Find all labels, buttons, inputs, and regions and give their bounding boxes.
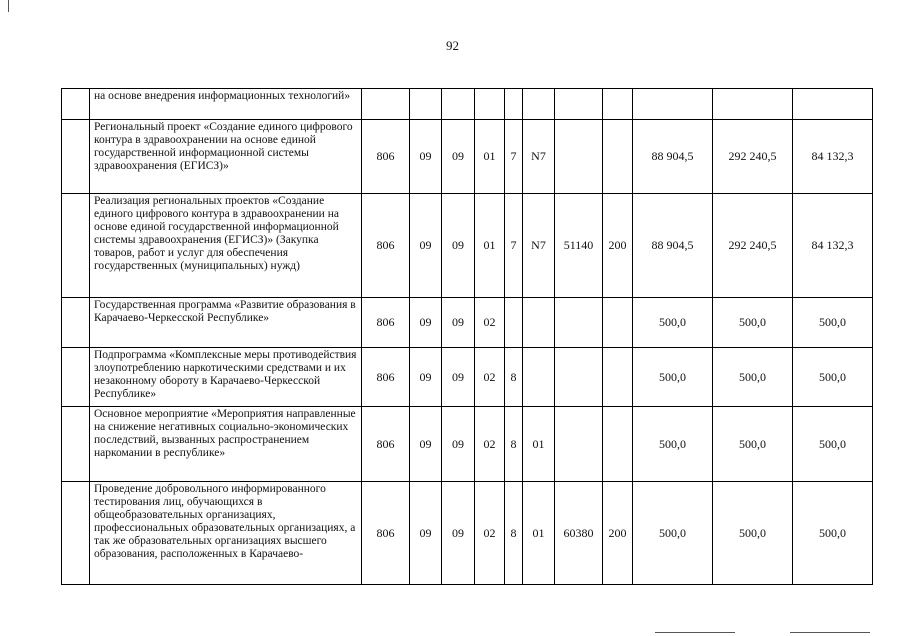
row-margin-cell bbox=[62, 298, 90, 348]
code-cell: 88 904,5 bbox=[633, 194, 713, 298]
table-row bbox=[62, 120, 873, 194]
code-cell: 500,0 bbox=[633, 348, 713, 407]
code-cell: 60380 bbox=[555, 482, 603, 585]
code-cell: 84 132,3 bbox=[793, 194, 873, 298]
code-cell bbox=[603, 120, 633, 194]
code-cell: 806 bbox=[362, 120, 410, 194]
code-cell: 09 bbox=[442, 120, 475, 194]
item-name-cell: Основное мероприятие «Мероприятия направленные на снижение негативных социально-экономических последствий, вызванных распространением наркомании в республике» bbox=[90, 407, 362, 482]
budget-table bbox=[61, 88, 873, 585]
scan-edge-mark bbox=[790, 632, 870, 633]
code-cell: 51140 bbox=[555, 194, 603, 298]
table-row bbox=[62, 482, 873, 585]
code-cell bbox=[555, 298, 603, 348]
code-cell: 01 bbox=[523, 407, 555, 482]
code-cell: 84 132,3 bbox=[793, 120, 873, 194]
code-cell: 500,0 bbox=[633, 482, 713, 585]
code-cell: 200 bbox=[603, 194, 633, 298]
code-cell: 500,0 bbox=[713, 348, 793, 407]
code-cell bbox=[603, 348, 633, 407]
item-name-cell: Реализация региональных проектов «Создание единого цифрового контура в здравоохранении на основе единой государственной информационной системы здравоохранения (ЕГИСЗ)» (Закупка товаров, работ и услуг для обеспечения государственных (муниципальных) нужд) bbox=[90, 194, 362, 298]
code-cell bbox=[505, 89, 523, 120]
code-cell: 09 bbox=[410, 120, 442, 194]
code-cell: 500,0 bbox=[793, 482, 873, 585]
code-cell: 02 bbox=[475, 348, 505, 407]
code-cell: 8 bbox=[505, 348, 523, 407]
code-cell: 200 bbox=[603, 482, 633, 585]
code-cell: 806 bbox=[362, 482, 410, 585]
code-cell bbox=[410, 89, 442, 120]
row-margin-cell bbox=[62, 120, 90, 194]
code-cell: 09 bbox=[410, 482, 442, 585]
item-name-cell: на основе внедрения информационных технологий» bbox=[90, 89, 362, 120]
code-cell: 02 bbox=[475, 407, 505, 482]
code-cell bbox=[555, 348, 603, 407]
code-cell: 09 bbox=[442, 407, 475, 482]
code-cell: 09 bbox=[442, 348, 475, 407]
row-margin-cell bbox=[62, 407, 90, 482]
code-cell bbox=[475, 89, 505, 120]
code-cell: 88 904,5 bbox=[633, 120, 713, 194]
code-cell: 500,0 bbox=[793, 407, 873, 482]
code-cell: 01 bbox=[475, 194, 505, 298]
code-cell: 500,0 bbox=[633, 298, 713, 348]
code-cell bbox=[362, 89, 410, 120]
code-cell bbox=[523, 348, 555, 407]
code-cell bbox=[523, 89, 555, 120]
row-margin-cell bbox=[62, 89, 90, 120]
code-cell bbox=[603, 407, 633, 482]
item-name-cell: Подпрограмма «Комплексные меры противодействия злоупотреблению наркотическими средствами и их незаконному обороту в Карачаево-Черкесской Республике» bbox=[90, 348, 362, 407]
table-row bbox=[62, 194, 873, 298]
code-cell: 292 240,5 bbox=[713, 120, 793, 194]
code-cell bbox=[603, 298, 633, 348]
code-cell: 806 bbox=[362, 298, 410, 348]
code-cell bbox=[523, 298, 555, 348]
code-cell: 09 bbox=[442, 298, 475, 348]
code-cell bbox=[555, 120, 603, 194]
code-cell: 09 bbox=[442, 194, 475, 298]
code-cell: 01 bbox=[475, 120, 505, 194]
code-cell: 7 bbox=[505, 194, 523, 298]
code-cell: 8 bbox=[505, 407, 523, 482]
code-cell: 7 bbox=[505, 120, 523, 194]
code-cell: 500,0 bbox=[713, 407, 793, 482]
code-cell: 500,0 bbox=[793, 298, 873, 348]
code-cell: 09 bbox=[410, 348, 442, 407]
item-name-cell: Региональный проект «Создание единого цифрового контура в здравоохранении на основе единой государственной информационной системы здравоохранения (ЕГИСЗ)» bbox=[90, 120, 362, 194]
code-cell: 02 bbox=[475, 482, 505, 585]
code-cell: 500,0 bbox=[633, 407, 713, 482]
code-cell: 500,0 bbox=[793, 348, 873, 407]
table-row bbox=[62, 298, 873, 348]
code-cell: 806 bbox=[362, 407, 410, 482]
item-name-cell: Государственная программа «Развитие образования в Карачаево-Черкесской Республике» bbox=[90, 298, 362, 348]
page-number: 92 bbox=[446, 38, 459, 53]
table-row bbox=[62, 348, 873, 407]
code-cell: 806 bbox=[362, 194, 410, 298]
code-cell: 8 bbox=[505, 482, 523, 585]
scan-edge-mark bbox=[655, 632, 735, 633]
code-cell bbox=[555, 89, 603, 120]
row-margin-cell bbox=[62, 194, 90, 298]
code-cell: 500,0 bbox=[713, 482, 793, 585]
code-cell bbox=[505, 298, 523, 348]
item-name-cell: Проведение добровольного информированного тестирования лиц, обучающихся в общеобразовательных организациях, профессиональных образовательных организациях, а так же образовательных организациях высшего образования, расположенных в Карачаево- bbox=[90, 482, 362, 585]
code-cell bbox=[633, 89, 713, 120]
code-cell bbox=[713, 89, 793, 120]
table-row bbox=[62, 89, 873, 120]
code-cell bbox=[793, 89, 873, 120]
code-cell bbox=[603, 89, 633, 120]
code-cell: 09 bbox=[410, 194, 442, 298]
code-cell: 02 bbox=[475, 298, 505, 348]
row-margin-cell bbox=[62, 348, 90, 407]
code-cell: 09 bbox=[442, 482, 475, 585]
code-cell: 500,0 bbox=[713, 298, 793, 348]
code-cell: 292 240,5 bbox=[713, 194, 793, 298]
code-cell: 01 bbox=[523, 482, 555, 585]
code-cell: N7 bbox=[523, 194, 555, 298]
code-cell: 09 bbox=[410, 298, 442, 348]
table-row bbox=[62, 407, 873, 482]
scan-edge-mark bbox=[8, 0, 9, 12]
code-cell bbox=[555, 407, 603, 482]
code-cell: N7 bbox=[523, 120, 555, 194]
code-cell bbox=[442, 89, 475, 120]
code-cell: 09 bbox=[410, 407, 442, 482]
row-margin-cell bbox=[62, 482, 90, 585]
code-cell: 806 bbox=[362, 348, 410, 407]
